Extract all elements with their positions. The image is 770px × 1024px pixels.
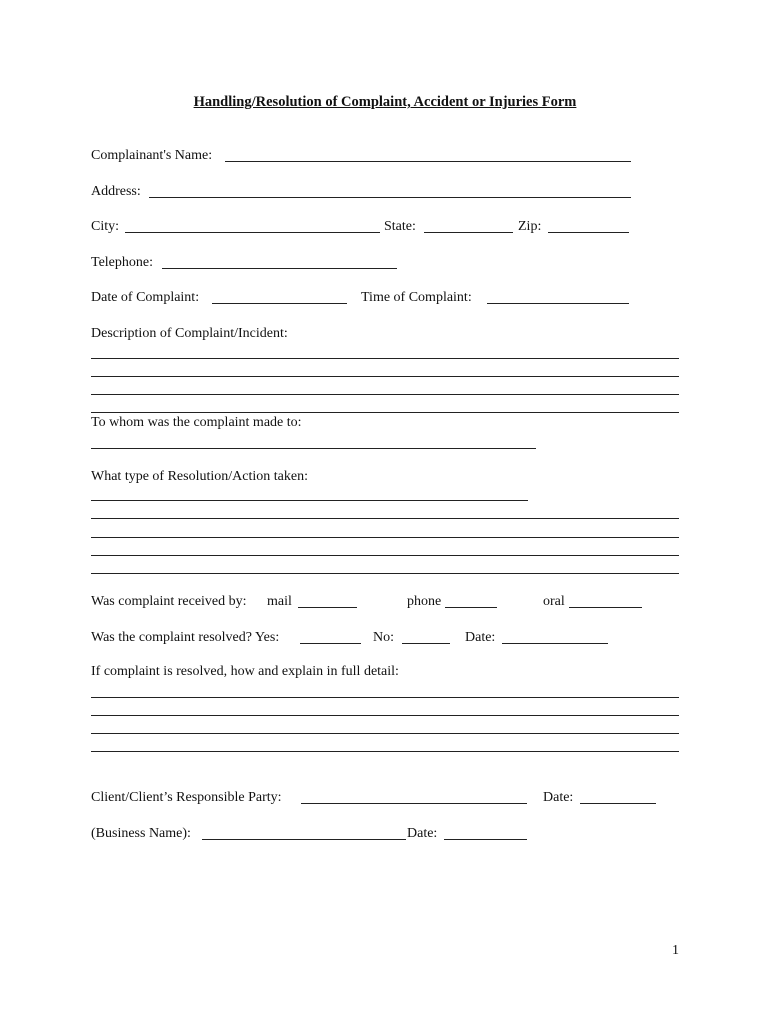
to-whom-label: To whom was the complaint made to:: [91, 415, 302, 430]
resolution-type-field[interactable]: [91, 500, 528, 501]
zip-field[interactable]: [548, 219, 629, 233]
received-by-label: Was complaint received by:: [91, 594, 247, 609]
resolved-explain-label: If complaint is resolved, how and explain in full detail:: [91, 664, 399, 679]
description-line[interactable]: [91, 376, 679, 377]
oral-field[interactable]: [569, 594, 642, 608]
state-field[interactable]: [424, 219, 513, 233]
client-date-label: Date:: [543, 790, 574, 805]
explain-line[interactable]: [91, 697, 679, 698]
client-party-field[interactable]: [301, 790, 527, 804]
address-label: Address:: [91, 184, 141, 199]
business-name-label: (Business Name):: [91, 826, 191, 841]
description-line[interactable]: [91, 358, 679, 359]
resolution-line[interactable]: [91, 518, 679, 519]
business-date-label: Date:: [407, 826, 438, 841]
complainant-name-label: Complainant's Name:: [91, 148, 213, 163]
resolved-date-field[interactable]: [502, 630, 608, 644]
description-label: Description of Complaint/Incident:: [91, 326, 288, 341]
resolution-line[interactable]: [91, 555, 679, 556]
telephone-label: Telephone:: [91, 255, 153, 270]
address-field[interactable]: [149, 184, 631, 198]
explain-line[interactable]: [91, 751, 679, 752]
date-of-complaint-field[interactable]: [212, 290, 347, 304]
form-title: Handling/Resolution of Complaint, Accident or Injuries Form: [193, 94, 577, 110]
zip-label: Zip:: [518, 219, 542, 234]
resolved-yes-field[interactable]: [300, 630, 361, 644]
complainant-name-field[interactable]: [225, 148, 631, 162]
telephone-field[interactable]: [162, 255, 397, 269]
resolved-yes-label: Was the complaint resolved? Yes:: [91, 630, 280, 645]
phone-label: phone: [407, 594, 442, 609]
business-date-field[interactable]: [444, 826, 527, 840]
city-field[interactable]: [125, 219, 380, 233]
explain-line[interactable]: [91, 733, 679, 734]
date-of-complaint-label: Date of Complaint:: [91, 290, 200, 305]
city-label: City:: [91, 219, 120, 234]
description-line[interactable]: [91, 394, 679, 395]
resolved-no-field[interactable]: [402, 630, 450, 644]
oral-label: oral: [543, 594, 565, 609]
resolved-date-label: Date:: [465, 630, 496, 645]
resolution-line[interactable]: [91, 573, 679, 574]
mail-field[interactable]: [298, 594, 357, 608]
business-name-field[interactable]: [202, 826, 406, 840]
resolved-no-label: No:: [373, 630, 394, 645]
page-number: 1: [672, 943, 679, 958]
resolution-type-label: What type of Resolution/Action taken:: [91, 469, 308, 484]
state-label: State:: [384, 219, 416, 234]
resolution-line[interactable]: [91, 537, 679, 538]
phone-field[interactable]: [445, 594, 497, 608]
explain-line[interactable]: [91, 715, 679, 716]
client-party-label: Client/Client’s Responsible Party:: [91, 790, 282, 805]
client-date-field[interactable]: [580, 790, 656, 804]
to-whom-field[interactable]: [91, 448, 536, 449]
time-of-complaint-label: Time of Complaint:: [361, 290, 472, 305]
time-of-complaint-field[interactable]: [487, 290, 629, 304]
description-line[interactable]: [91, 412, 679, 413]
mail-label: mail: [267, 594, 292, 609]
